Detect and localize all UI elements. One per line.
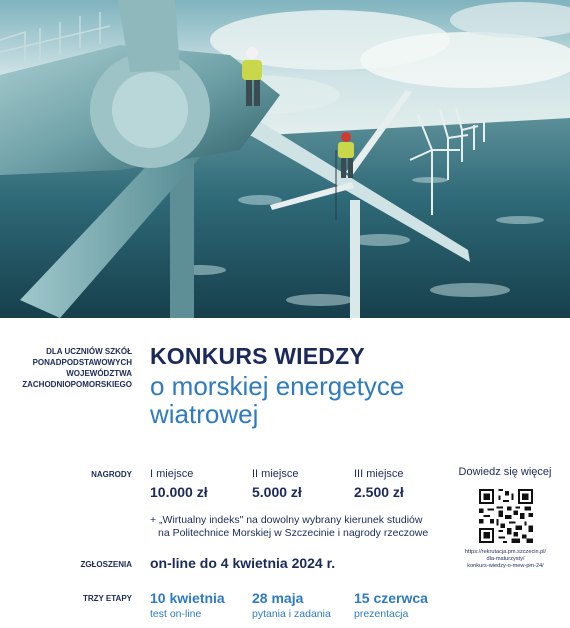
target-audience	[20, 346, 132, 390]
stage-desc: pytania i zadania	[252, 608, 331, 620]
subtitle-line: wiatrowej	[150, 399, 259, 429]
extra-prizes-line: + „Wirtualny indeks" na dowolny wybrany kierunek studiów	[150, 514, 423, 526]
registration-deadline: on-line do 4 kwietnia 2024 r.	[150, 555, 336, 571]
prize-first	[150, 468, 250, 500]
stage-date: 15 czerwca	[354, 590, 428, 606]
audience-line: PONADPODSTAWOWYCH	[32, 358, 132, 367]
extra-prizes	[150, 514, 450, 540]
stage-3	[354, 590, 464, 620]
prizes-label: NAGRODY	[91, 470, 132, 479]
stage-desc: test on-line	[150, 608, 202, 620]
prize-place: II miejsce	[252, 468, 299, 480]
stage-date: 28 maja	[252, 590, 304, 606]
stage-desc: prezentacja	[354, 608, 409, 620]
audience-line: DLA UCZNIÓW SZKÓŁ	[46, 347, 132, 356]
url-line: dla-maturzysty/	[486, 556, 525, 562]
prize-third	[354, 468, 454, 500]
contest-url[interactable]	[448, 549, 563, 570]
qr-code-icon[interactable]	[479, 489, 533, 543]
info-panel	[0, 318, 570, 628]
url-line: https://rekrutacja.pm.szczecin.pl/	[464, 549, 547, 555]
prize-second	[252, 468, 352, 500]
stages-label: TRZY ETAPY	[82, 594, 132, 603]
prize-place: III miejsce	[354, 468, 404, 480]
prize-place: I miejsce	[150, 468, 194, 480]
learn-more-heading: Dowiedz się więcej	[458, 466, 552, 478]
prize-amount: 2.500 zł	[354, 484, 404, 500]
contest-title: KONKURS WIEDZY	[150, 343, 365, 369]
contest-subtitle	[150, 372, 450, 428]
prize-amount: 10.000 zł	[150, 484, 208, 500]
extra-prizes-line: na Politechnice Morskiej w Szczecinie i nagrody rzeczowe	[158, 527, 429, 539]
prize-amount: 5.000 zł	[252, 484, 302, 500]
audience-line: WOJEWÓDZTWA	[66, 369, 132, 378]
audience-line: ZACHODNIOPOMORSKIEGO	[22, 380, 132, 389]
stage-date: 10 kwietnia	[150, 590, 225, 606]
registration-label: ZGŁOSZENIA	[80, 560, 132, 569]
url-line: konkurs-wiedzy-o-mew-pm-24/	[467, 563, 544, 569]
subtitle-line: o morskiej energetyce	[150, 371, 405, 401]
stage-1	[150, 590, 260, 620]
stage-2	[252, 590, 362, 620]
